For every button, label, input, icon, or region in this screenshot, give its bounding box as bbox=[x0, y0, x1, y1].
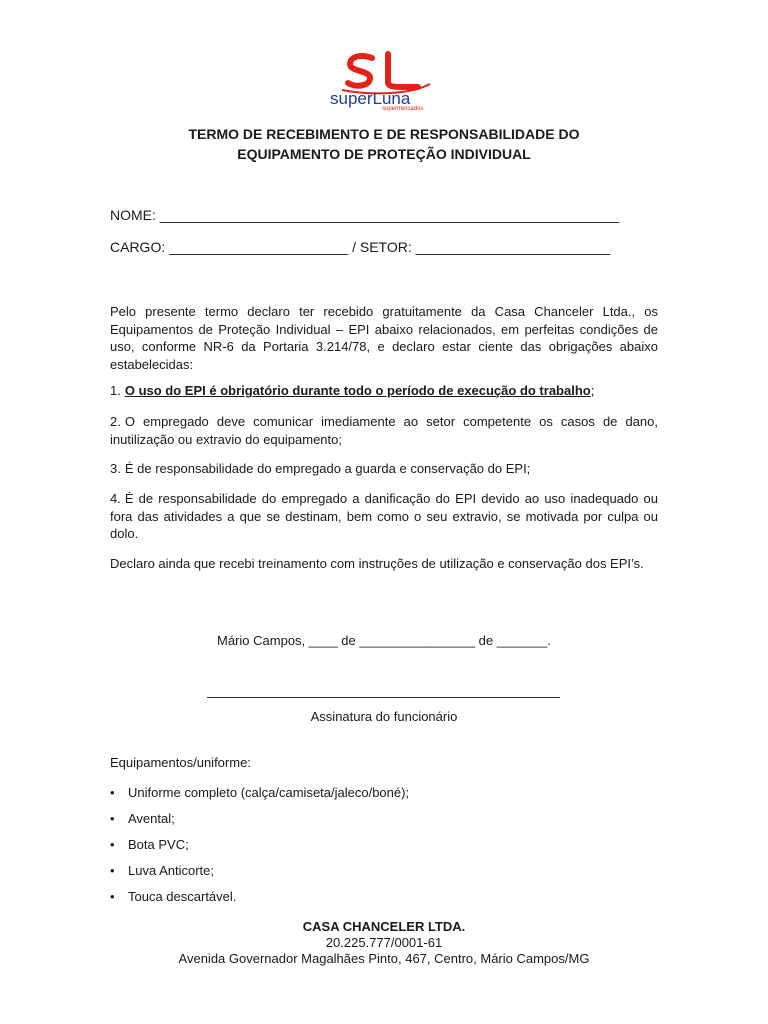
title-line-2: EQUIPAMENTO DE PROTEÇÃO INDIVIDUAL bbox=[237, 146, 531, 162]
signature-caption: Assinatura do funcionário bbox=[310, 709, 458, 724]
list-item bbox=[110, 784, 409, 810]
cargo-setor-field: CARGO: _______________________ / SETOR: _________________________ bbox=[110, 239, 611, 255]
bullet-icon: • bbox=[110, 811, 115, 826]
bullet-icon: • bbox=[110, 837, 115, 852]
item-number: 2. bbox=[110, 414, 121, 429]
item-text: É de responsabilidade do empregado a danificação do EPI devido ao uso inadequado ou fora das atividades a que se destinam, bem como o seu extravio, se motivada por culpa ou dolo. bbox=[110, 491, 658, 541]
document-title bbox=[0, 124, 768, 164]
equipment-item-text: Luva Anticorte; bbox=[128, 863, 214, 878]
bullet-icon: • bbox=[110, 863, 115, 878]
company-name: CASA CHANCELER LTDA. bbox=[302, 919, 466, 934]
bullet-icon: • bbox=[110, 889, 115, 904]
signature-line bbox=[207, 697, 560, 698]
company-address: Avenida Governador Magalhães Pinto, 467, Centro, Mário Campos/MG bbox=[178, 951, 590, 966]
item-text: É de responsabilidade do empregado a guarda e conservação do EPI; bbox=[124, 461, 531, 476]
place-date-line: Mário Campos, ____ de ________________ de _______. bbox=[217, 633, 551, 648]
company-cnpj: 20.225.777/0001-61 bbox=[325, 935, 443, 950]
obligation-item-3 bbox=[110, 460, 658, 478]
logo-tagline: supermercados bbox=[382, 106, 424, 112]
equipment-item-text: Touca descartável. bbox=[128, 889, 237, 904]
company-footer bbox=[0, 919, 768, 967]
equipment-list bbox=[110, 784, 409, 914]
training-declaration: Declaro ainda que recebi treinamento com instruções de utilização e conservação dos EPI’s. bbox=[110, 556, 644, 571]
list-item bbox=[110, 836, 409, 862]
obligation-item-1 bbox=[110, 382, 658, 400]
bullet-icon: • bbox=[110, 785, 115, 800]
list-item bbox=[110, 888, 409, 914]
title-line-1: TERMO DE RECEBIMENTO E DE RESPONSABILIDADE DO bbox=[188, 126, 580, 142]
item-text-emphasis: O uso do EPI é obrigatório durante todo o período de execução do trabalho bbox=[124, 383, 591, 398]
logo-wordmark: superLuna bbox=[330, 89, 411, 108]
item-number: 3. bbox=[110, 461, 121, 476]
item-text: O empregado deve comunicar imediamente ao setor competente os casos de dano, inutilização ou extravio do equipamento; bbox=[110, 414, 658, 447]
equipment-heading: Equipamentos/uniforme: bbox=[110, 755, 251, 770]
nome-field: NOME: ___________________________________________________________ bbox=[110, 207, 620, 223]
item-number: 4. bbox=[110, 491, 121, 506]
list-item bbox=[110, 862, 409, 888]
equipment-item-text: Bota PVC; bbox=[128, 837, 189, 852]
obligation-item-2 bbox=[110, 413, 658, 448]
superluna-logo-graphic bbox=[322, 50, 448, 112]
obligation-item-4 bbox=[110, 490, 658, 543]
superluna-logo bbox=[322, 50, 448, 112]
intro-paragraph: Pelo presente termo declaro ter recebido gratuitamente da Casa Chanceler Ltda., os Equipamentos de Proteção Individual – EPI abaixo relacionados, em perfeitas condições de uso, conforme NR-6 da Portaria 3.214/78, e declaro estar ciente das obrigações abaixo estabelecidas: bbox=[110, 304, 658, 372]
equipment-item-text: Uniforme completo (calça/camiseta/jaleco/boné); bbox=[128, 785, 410, 800]
item-suffix: ; bbox=[590, 383, 595, 398]
equipment-item-text: Avental; bbox=[128, 811, 175, 826]
list-item bbox=[110, 810, 409, 836]
item-number: 1. bbox=[110, 383, 121, 398]
